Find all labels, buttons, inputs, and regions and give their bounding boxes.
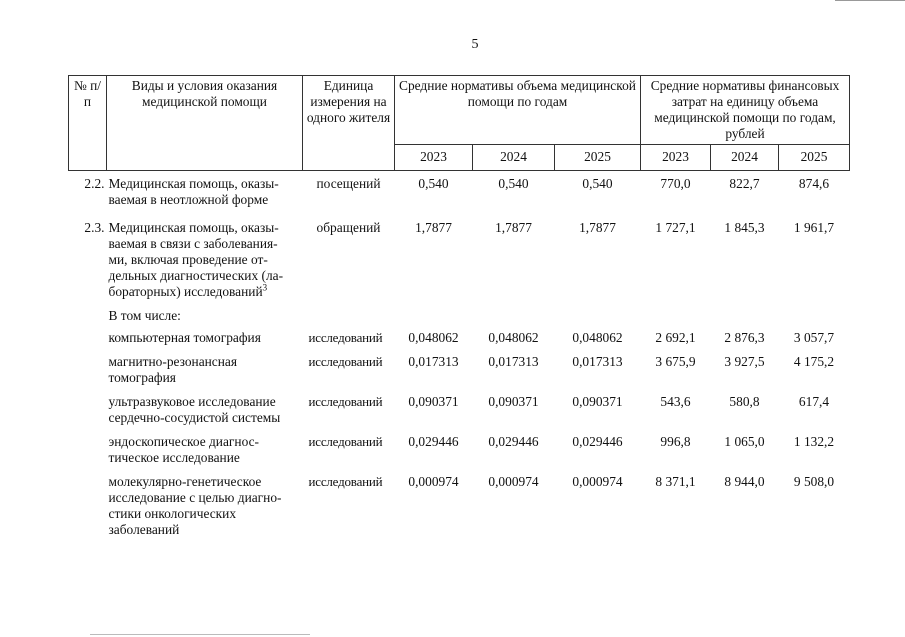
cost-2024: 2 876,3 <box>724 330 765 345</box>
volume-2025: 0,017313 <box>572 354 623 369</box>
scan-edge-line <box>90 634 310 635</box>
row-name <box>107 324 303 346</box>
volume-2023: 0,000974 <box>408 474 459 489</box>
table-row <box>69 171 850 209</box>
cost-2023: 996,8 <box>660 434 691 449</box>
cost-2025: 617,4 <box>798 394 830 409</box>
volume-2023: 0,540 <box>418 176 449 191</box>
table-row <box>69 386 850 426</box>
row-unit: посещений <box>316 176 381 191</box>
volume-2024: 0,540 <box>498 176 529 191</box>
row-name-line: магнитно-резонансная <box>108 354 238 369</box>
table-row <box>69 324 850 346</box>
cost-2025: 874,6 <box>798 176 830 191</box>
including-row <box>69 300 850 324</box>
row-number: 2.3. <box>84 220 105 235</box>
row-name-line: томография <box>108 370 176 385</box>
volume-2023: 1,7877 <box>415 220 452 235</box>
row-name-line: ваемая в связи с заболевания- <box>108 236 278 251</box>
row-name-line: бораторных) исследований <box>108 284 263 299</box>
volume-2023: 0,029446 <box>408 434 459 449</box>
header-year: 2025 <box>555 145 641 171</box>
header-volume: Средние нормативы объема медицинской помощи по годам <box>395 76 641 145</box>
row-name-line: ми, включая проведение от- <box>108 252 268 267</box>
table-row <box>69 346 850 386</box>
cost-2025: 1 132,2 <box>793 434 835 449</box>
volume-2023: 0,090371 <box>408 394 459 409</box>
volume-2025: 0,029446 <box>572 434 623 449</box>
header-year: 2025 <box>779 145 850 171</box>
header-num: № п/п <box>69 76 107 171</box>
cost-2024: 580,8 <box>729 394 760 409</box>
volume-2023: 0,017313 <box>408 354 459 369</box>
header-year: 2024 <box>473 145 555 171</box>
cost-2023: 543,6 <box>660 394 691 409</box>
cost-2023: 8 371,1 <box>655 474 696 489</box>
row-unit: исследований <box>308 354 383 369</box>
row-name <box>107 466 303 538</box>
row-name <box>107 346 303 386</box>
volume-2024: 1,7877 <box>495 220 532 235</box>
volume-2024: 0,090371 <box>488 394 539 409</box>
volume-2025: 1,7877 <box>579 220 616 235</box>
cost-2024: 8 944,0 <box>724 474 765 489</box>
cost-2025: 4 175,2 <box>793 354 835 369</box>
cost-2024: 3 927,5 <box>724 354 765 369</box>
row-name-line: ультразвуковое исследование <box>108 394 276 409</box>
including-label: В том числе: <box>108 308 181 323</box>
volume-2025: 0,540 <box>582 176 613 191</box>
volume-2023: 0,048062 <box>408 330 459 345</box>
row-name-line: молекулярно-генетическое <box>108 474 262 489</box>
header-type: Виды и условия оказания медицинской помощи <box>107 76 303 171</box>
header-cost: Средние нормативы финансовых затрат на единицу объема медицинской помощи по годам, рублей <box>641 76 850 145</box>
row-unit: исследований <box>308 434 383 449</box>
row-name <box>107 386 303 426</box>
cost-2025: 9 508,0 <box>793 474 835 489</box>
row-unit: исследований <box>308 474 383 489</box>
row-name-line: ваемая в неотложной форме <box>108 192 269 207</box>
row-name-line: сердечно-сосудистой системы <box>108 410 281 425</box>
row-number: 2.2. <box>84 176 105 191</box>
cost-2023: 3 675,9 <box>655 354 696 369</box>
row-name-line: компьютерная томография <box>108 330 261 345</box>
row-unit: обращений <box>316 220 381 235</box>
row-name-line: Медицинская помощь, оказы- <box>108 176 279 191</box>
header-year: 2023 <box>641 145 711 171</box>
header-unit: Единица измерения на одного жителя <box>303 76 395 171</box>
cost-2023: 1 727,1 <box>655 220 696 235</box>
volume-2025: 0,090371 <box>572 394 623 409</box>
cost-2023: 770,0 <box>660 176 691 191</box>
cost-2024: 822,7 <box>729 176 760 191</box>
row-unit: исследований <box>308 330 383 345</box>
row-name-line: Медицинская помощь, оказы- <box>108 220 279 235</box>
volume-2024: 0,048062 <box>488 330 539 345</box>
cost-2024: 1 065,0 <box>724 434 765 449</box>
cost-2024: 1 845,3 <box>724 220 765 235</box>
row-name-line: заболеваний <box>108 522 180 537</box>
volume-2025: 0,000974 <box>572 474 623 489</box>
table-row <box>69 466 850 538</box>
cost-2025: 1 961,7 <box>793 220 835 235</box>
cost-2025: 3 057,7 <box>793 330 835 345</box>
header-year: 2024 <box>711 145 779 171</box>
volume-2025: 0,048062 <box>572 330 623 345</box>
volume-2024: 0,029446 <box>488 434 539 449</box>
row-unit: исследований <box>308 394 383 409</box>
row-name-line: эндоскопическое диагнос- <box>108 434 259 449</box>
table-row <box>69 426 850 466</box>
norms-table <box>68 75 850 538</box>
table-row <box>69 208 850 300</box>
row-name <box>107 426 303 466</box>
row-name-line: тическое исследование <box>108 450 240 465</box>
row-name-line: дельных диагностических (ла- <box>108 268 284 283</box>
row-name-line: стики онкологических <box>108 506 237 521</box>
row-name <box>107 171 303 209</box>
row-name-line: исследование с целью диагно- <box>108 490 282 505</box>
cost-2023: 2 692,1 <box>655 330 696 345</box>
scan-edge-line <box>835 0 905 1</box>
footnote-mark: 3 <box>262 282 268 293</box>
volume-2024: 0,017313 <box>488 354 539 369</box>
header-year: 2023 <box>395 145 473 171</box>
volume-2024: 0,000974 <box>488 474 539 489</box>
page-number: 5 <box>471 37 479 52</box>
row-name <box>107 208 303 300</box>
